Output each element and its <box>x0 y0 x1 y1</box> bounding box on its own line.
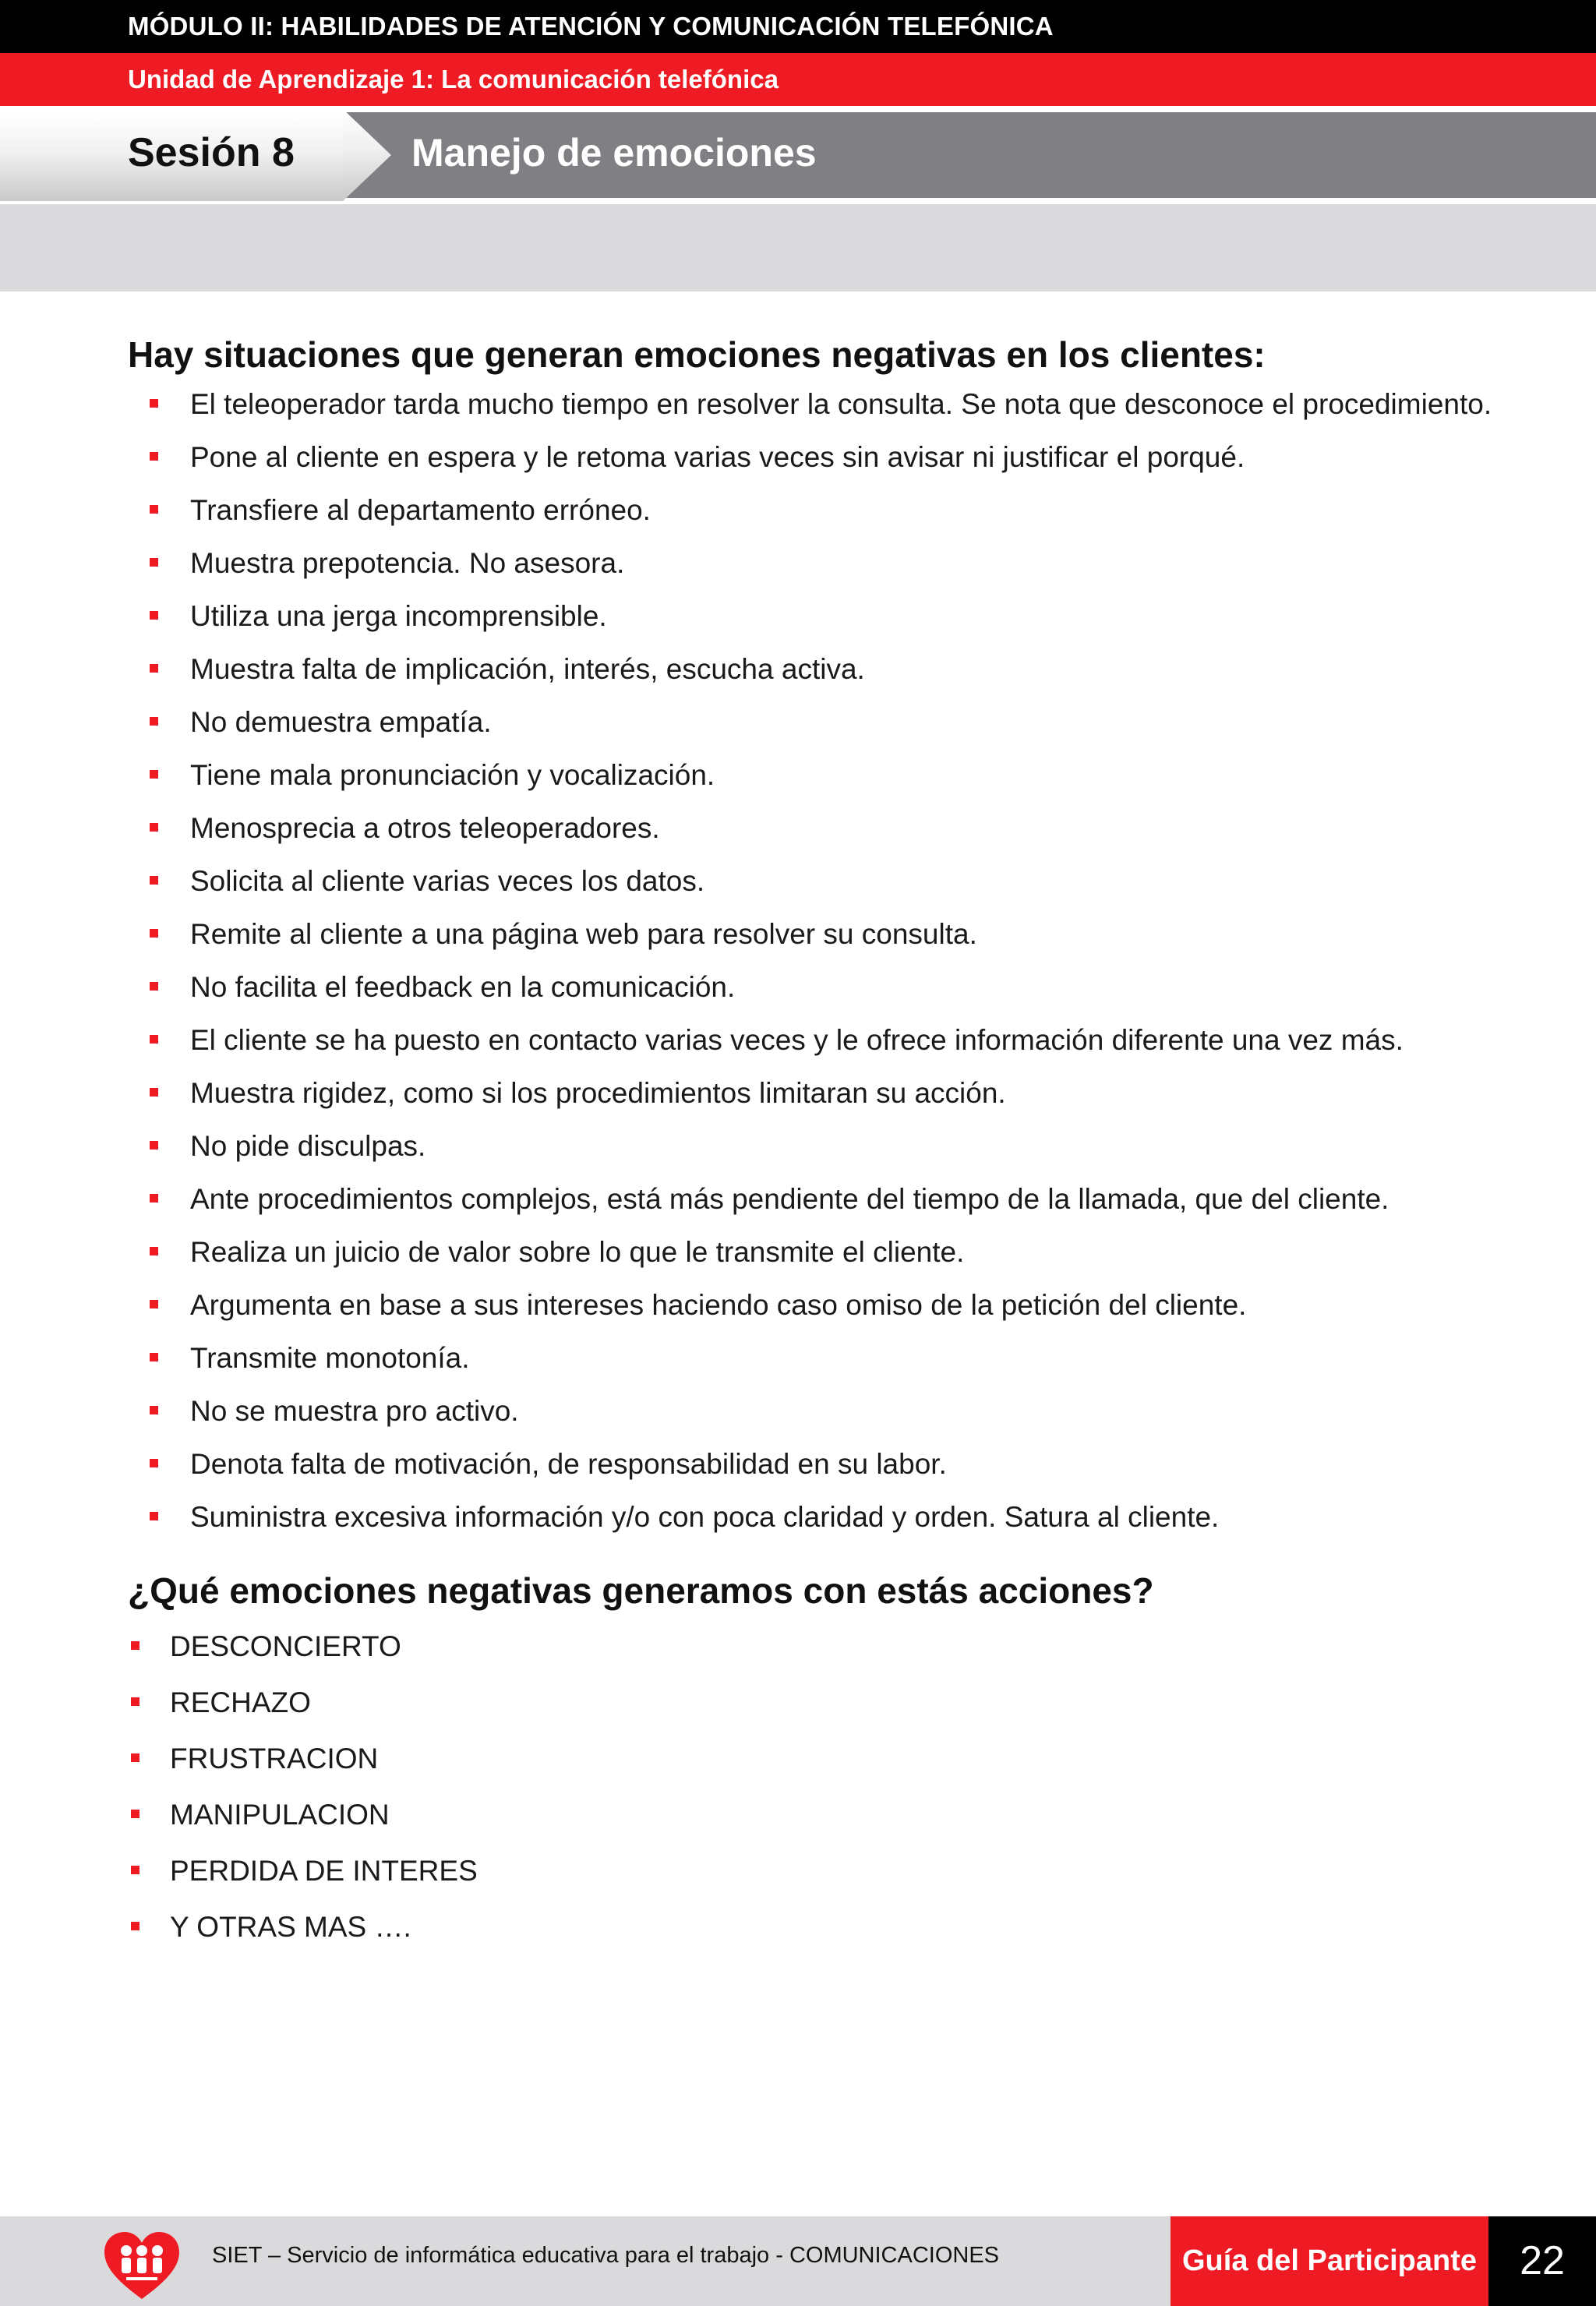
bullet-square-icon <box>150 1459 158 1467</box>
list-item <box>147 1022 1531 1058</box>
list-item <box>147 969 1531 1005</box>
list-item-text: Transmite monotonía. <box>190 1342 470 1374</box>
list-item <box>128 1629 1531 1665</box>
bullet-square-icon <box>150 823 158 832</box>
list-item-text: Remite al cliente a una página web para resolver su consulta. <box>190 918 977 950</box>
bullet-square-icon <box>150 558 158 567</box>
list-item-text: No pide disculpas. <box>190 1130 426 1162</box>
section-heading-emotions: ¿Qué emociones negativas generamos con estás acciones? <box>128 1570 1154 1611</box>
list-item-text: Utiliza una jerga incomprensible. <box>190 600 607 632</box>
bullet-square-icon <box>150 982 158 991</box>
list-item <box>147 1340 1531 1376</box>
bullet-square-icon <box>150 452 158 461</box>
bullet-square-icon <box>150 717 158 726</box>
list-item <box>128 1685 1531 1721</box>
emotions-list <box>128 1629 1531 1945</box>
list-item-text: Tiene mala pronunciación y vocalización. <box>190 759 715 791</box>
list-item-text: El cliente se ha puesto en contacto varias veces y le ofrece información diferente una vez más. <box>190 1024 1404 1056</box>
page-number: 22 <box>1488 2216 1596 2306</box>
list-item <box>147 387 1531 422</box>
list-item <box>147 493 1531 528</box>
list-item <box>147 757 1531 793</box>
list-item-text: No se muestra pro activo. <box>190 1395 519 1427</box>
list-item <box>147 1234 1531 1270</box>
list-item <box>147 1181 1531 1217</box>
bullet-square-icon <box>150 876 158 885</box>
list-item-text: Menosprecia a otros teleoperadores. <box>190 812 660 844</box>
list-item-text: PERDIDA DE INTERES <box>170 1855 478 1887</box>
list-item-text: Y OTRAS MAS …. <box>170 1911 411 1943</box>
list-item-text: Muestra rigidez, como si los procedimientos limitaran su acción. <box>190 1077 1006 1109</box>
list-item-text: MANIPULACION <box>170 1799 390 1831</box>
module-header: MÓDULO II: HABILIDADES DE ATENCIÓN Y COMUNICACIÓN TELEFÓNICA <box>0 0 1596 53</box>
bullet-square-icon <box>150 1141 158 1149</box>
bullet-square-icon <box>131 1641 139 1650</box>
bullet-square-icon <box>150 1088 158 1096</box>
session-title: Manejo de emociones <box>411 131 817 175</box>
bullet-square-icon <box>150 929 158 938</box>
list-item <box>147 440 1531 475</box>
bullet-square-icon <box>150 399 158 408</box>
list-item <box>147 546 1531 581</box>
list-item <box>147 1499 1531 1535</box>
unit-header: Unidad de Aprendizaje 1: La comunicación telefónica <box>0 53 1596 106</box>
list-item <box>147 1128 1531 1164</box>
list-item-text: Suministra excesiva información y/o con poca claridad y orden. Satura al cliente. <box>190 1501 1220 1533</box>
bullet-square-icon <box>150 1035 158 1044</box>
bullet-square-icon <box>150 1300 158 1308</box>
list-item-text: El teleoperador tarda mucho tiempo en resolver la consulta. Se nota que desconoce el procedimiento. <box>190 388 1492 420</box>
bullet-square-icon <box>150 1247 158 1255</box>
list-item <box>147 863 1531 899</box>
bullet-square-icon <box>131 1922 139 1930</box>
section-heading-situations: Hay situaciones que generan emociones negativas en los clientes: <box>128 334 1266 375</box>
main-content <box>128 327 1531 1965</box>
list-item <box>147 810 1531 846</box>
situations-list <box>147 387 1531 1535</box>
list-item <box>128 1797 1531 1833</box>
list-item-text: RECHAZO <box>170 1686 311 1718</box>
bullet-square-icon <box>150 611 158 620</box>
list-item-text: DESCONCIERTO <box>170 1630 401 1662</box>
footer-guide-label: Guía del Participante <box>1171 2216 1488 2306</box>
bullet-square-icon <box>131 1697 139 1706</box>
bullet-square-icon <box>150 664 158 673</box>
session-label: Sesión 8 <box>128 130 295 175</box>
bullet-square-icon <box>150 1194 158 1202</box>
list-item-text: No facilita el feedback en la comunicación. <box>190 971 736 1003</box>
bullet-square-icon <box>150 1353 158 1361</box>
list-item-text: Ante procedimientos complejos, está más pendiente del tiempo de la llamada, que del cliente. <box>190 1183 1389 1215</box>
bullet-square-icon <box>131 1866 139 1874</box>
bullet-square-icon <box>131 1753 139 1762</box>
list-item-text: Muestra prepotencia. No asesora. <box>190 547 625 579</box>
bullet-square-icon <box>150 770 158 779</box>
list-item <box>147 652 1531 687</box>
list-item <box>128 1909 1531 1945</box>
bullet-square-icon <box>150 1512 158 1520</box>
list-item <box>147 1075 1531 1111</box>
list-item-text: Argumenta en base a sus intereses haciendo caso omiso de la petición del cliente. <box>190 1289 1247 1321</box>
list-item <box>147 1287 1531 1323</box>
bullet-square-icon <box>150 505 158 514</box>
list-item <box>147 1393 1531 1429</box>
bullet-square-icon <box>131 1810 139 1818</box>
list-item-text: Solicita al cliente varias veces los datos. <box>190 865 705 897</box>
list-item-text: No demuestra empatía. <box>190 706 492 738</box>
bullet-square-icon <box>150 1406 158 1414</box>
list-item-text: Transfiere al departamento erróneo. <box>190 494 651 526</box>
list-item-text: Muestra falta de implicación, interés, escucha activa. <box>190 653 865 685</box>
list-item <box>147 705 1531 740</box>
header-divider-band <box>0 204 1596 291</box>
list-item-text: Denota falta de motivación, de responsabilidad en su labor. <box>190 1448 947 1480</box>
list-item-text: FRUSTRACION <box>170 1743 379 1775</box>
heart-people-logo-icon <box>103 2230 181 2301</box>
list-item-text: Realiza un juicio de valor sobre lo que le transmite el cliente. <box>190 1236 965 1268</box>
list-item <box>147 599 1531 634</box>
list-item <box>147 1446 1531 1482</box>
footer-org-text: SIET – Servicio de informática educativa para el trabajo - COMUNICACIONES <box>212 2243 1000 2268</box>
list-item <box>128 1853 1531 1889</box>
list-item <box>147 916 1531 952</box>
list-item <box>128 1741 1531 1777</box>
list-item-text: Pone al cliente en espera y le retoma varias veces sin avisar ni justificar el porqué. <box>190 441 1245 473</box>
